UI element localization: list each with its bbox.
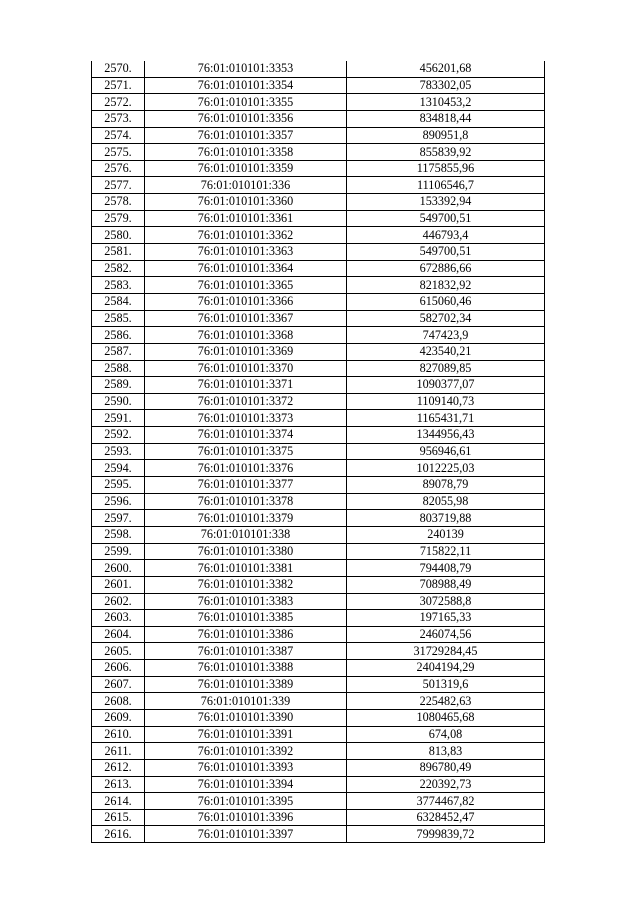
- table-row: [92, 526, 545, 543]
- row-number-cell: 2606.: [92, 660, 145, 677]
- value-cell: 834818,44: [347, 110, 545, 127]
- value-cell: 225482,63: [347, 693, 545, 710]
- cadastral-number-cell: 76:01:010101:336: [145, 177, 347, 194]
- value-cell: 855839,92: [347, 144, 545, 161]
- cadastral-number-cell: 76:01:010101:3353: [145, 61, 347, 77]
- row-number-cell: 2585.: [92, 310, 145, 327]
- value-cell: 1175855,96: [347, 160, 545, 177]
- cadastral-number-cell: 76:01:010101:3375: [145, 443, 347, 460]
- row-number-cell: 2612.: [92, 759, 145, 776]
- cadastral-number-cell: 76:01:010101:3393: [145, 759, 347, 776]
- cadastral-value-table: [91, 61, 545, 843]
- cadastral-number-cell: 76:01:010101:339: [145, 693, 347, 710]
- value-cell: 240139: [347, 526, 545, 543]
- cadastral-number-cell: 76:01:010101:3389: [145, 676, 347, 693]
- table-row: [92, 826, 545, 843]
- cadastral-number-cell: 76:01:010101:3379: [145, 510, 347, 527]
- row-number-cell: 2592.: [92, 427, 145, 444]
- value-cell: 1165431,71: [347, 410, 545, 427]
- row-number-cell: 2595.: [92, 477, 145, 494]
- value-cell: 890951,8: [347, 127, 545, 144]
- cadastral-number-cell: 76:01:010101:3388: [145, 660, 347, 677]
- value-cell: 6328452,47: [347, 809, 545, 826]
- row-number-cell: 2575.: [92, 144, 145, 161]
- row-number-cell: 2572.: [92, 94, 145, 111]
- cadastral-number-cell: 76:01:010101:3361: [145, 210, 347, 227]
- cadastral-number-cell: 76:01:010101:3362: [145, 227, 347, 244]
- row-number-cell: 2610.: [92, 726, 145, 743]
- value-cell: 956946,61: [347, 443, 545, 460]
- table-row: [92, 244, 545, 261]
- value-cell: 615060,46: [347, 293, 545, 310]
- row-number-cell: 2578.: [92, 194, 145, 211]
- cadastral-number-cell: 76:01:010101:3383: [145, 593, 347, 610]
- cadastral-number-cell: 76:01:010101:3397: [145, 826, 347, 843]
- table-row: [92, 127, 545, 144]
- table-row: [92, 759, 545, 776]
- cadastral-number-cell: 76:01:010101:3371: [145, 377, 347, 394]
- table-row: [92, 709, 545, 726]
- row-number-cell: 2590.: [92, 393, 145, 410]
- value-cell: 783302,05: [347, 77, 545, 94]
- table-row: [92, 393, 545, 410]
- cadastral-number-cell: 76:01:010101:3390: [145, 709, 347, 726]
- cadastral-number-cell: 76:01:010101:3354: [145, 77, 347, 94]
- table-row: [92, 177, 545, 194]
- value-cell: 153392,94: [347, 194, 545, 211]
- row-number-cell: 2589.: [92, 377, 145, 394]
- value-cell: 7999839,72: [347, 826, 545, 843]
- table-row: [92, 260, 545, 277]
- cadastral-number-cell: 76:01:010101:3358: [145, 144, 347, 161]
- row-number-cell: 2573.: [92, 110, 145, 127]
- row-number-cell: 2609.: [92, 709, 145, 726]
- value-cell: 220392,73: [347, 776, 545, 793]
- cadastral-number-cell: 76:01:010101:3387: [145, 643, 347, 660]
- value-cell: 82055,98: [347, 493, 545, 510]
- table-row: [92, 293, 545, 310]
- cadastral-number-cell: 76:01:010101:3355: [145, 94, 347, 111]
- row-number-cell: 2577.: [92, 177, 145, 194]
- row-number-cell: 2587.: [92, 343, 145, 360]
- cadastral-number-cell: 76:01:010101:3356: [145, 110, 347, 127]
- value-cell: 747423,9: [347, 327, 545, 344]
- table-row: [92, 809, 545, 826]
- value-cell: 423540,21: [347, 343, 545, 360]
- cadastral-number-cell: 76:01:010101:3386: [145, 626, 347, 643]
- table-row: [92, 160, 545, 177]
- cadastral-number-cell: 76:01:010101:3391: [145, 726, 347, 743]
- table-row: [92, 576, 545, 593]
- row-number-cell: 2581.: [92, 244, 145, 261]
- cadastral-number-cell: 76:01:010101:3357: [145, 127, 347, 144]
- value-cell: 2404194,29: [347, 660, 545, 677]
- cadastral-number-cell: 76:01:010101:3372: [145, 393, 347, 410]
- row-number-cell: 2603.: [92, 610, 145, 627]
- row-number-cell: 2599.: [92, 543, 145, 560]
- row-number-cell: 2600.: [92, 560, 145, 577]
- cadastral-number-cell: 76:01:010101:3364: [145, 260, 347, 277]
- value-cell: 549700,51: [347, 244, 545, 261]
- value-cell: 1344956,43: [347, 427, 545, 444]
- cadastral-number-cell: 76:01:010101:3382: [145, 576, 347, 593]
- table-row: [92, 144, 545, 161]
- cadastral-number-cell: 76:01:010101:3363: [145, 244, 347, 261]
- row-number-cell: 2576.: [92, 160, 145, 177]
- row-number-cell: 2574.: [92, 127, 145, 144]
- cadastral-number-cell: 76:01:010101:3366: [145, 293, 347, 310]
- table-row: [92, 61, 545, 77]
- cadastral-number-cell: 76:01:010101:3370: [145, 360, 347, 377]
- table-row: [92, 327, 545, 344]
- value-cell: 31729284,45: [347, 643, 545, 660]
- cadastral-number-cell: 76:01:010101:3359: [145, 160, 347, 177]
- value-cell: 896780,49: [347, 759, 545, 776]
- cadastral-number-cell: 76:01:010101:3396: [145, 809, 347, 826]
- table-row: [92, 443, 545, 460]
- table-row: [92, 310, 545, 327]
- cadastral-number-cell: 76:01:010101:3369: [145, 343, 347, 360]
- value-cell: 1109140,73: [347, 393, 545, 410]
- row-number-cell: 2571.: [92, 77, 145, 94]
- value-cell: 1080465,68: [347, 709, 545, 726]
- cadastral-number-cell: 76:01:010101:3380: [145, 543, 347, 560]
- value-cell: 803719,88: [347, 510, 545, 527]
- table-row: [92, 676, 545, 693]
- value-cell: 197165,33: [347, 610, 545, 627]
- row-number-cell: 2604.: [92, 626, 145, 643]
- cadastral-number-cell: 76:01:010101:3368: [145, 327, 347, 344]
- table-row: [92, 277, 545, 294]
- cadastral-number-cell: 76:01:010101:3367: [145, 310, 347, 327]
- row-number-cell: 2582.: [92, 260, 145, 277]
- table-row: [92, 94, 545, 111]
- value-cell: 1012225,03: [347, 460, 545, 477]
- table-row: [92, 227, 545, 244]
- table-row: [92, 543, 545, 560]
- table-row: [92, 776, 545, 793]
- value-cell: 672886,66: [347, 260, 545, 277]
- row-number-cell: 2601.: [92, 576, 145, 593]
- row-number-cell: 2615.: [92, 809, 145, 826]
- row-number-cell: 2597.: [92, 510, 145, 527]
- row-number-cell: 2605.: [92, 643, 145, 660]
- row-number-cell: 2608.: [92, 693, 145, 710]
- value-cell: 821832,92: [347, 277, 545, 294]
- value-cell: 501319,6: [347, 676, 545, 693]
- table-row: [92, 377, 545, 394]
- table-row: [92, 593, 545, 610]
- table-row: [92, 110, 545, 127]
- value-cell: 827089,85: [347, 360, 545, 377]
- cadastral-number-cell: 76:01:010101:3381: [145, 560, 347, 577]
- cadastral-number-cell: 76:01:010101:3377: [145, 477, 347, 494]
- table-row: [92, 343, 545, 360]
- value-cell: 89078,79: [347, 477, 545, 494]
- row-number-cell: 2591.: [92, 410, 145, 427]
- row-number-cell: 2611.: [92, 743, 145, 760]
- row-number-cell: 2588.: [92, 360, 145, 377]
- value-cell: 11106546,7: [347, 177, 545, 194]
- row-number-cell: 2598.: [92, 526, 145, 543]
- table-row: [92, 793, 545, 810]
- table-row: [92, 693, 545, 710]
- table-row: [92, 360, 545, 377]
- row-number-cell: 2594.: [92, 460, 145, 477]
- value-cell: 456201,68: [347, 61, 545, 77]
- cadastral-number-cell: 76:01:010101:3374: [145, 427, 347, 444]
- table-row: [92, 194, 545, 211]
- row-number-cell: 2583.: [92, 277, 145, 294]
- table-row: [92, 477, 545, 494]
- cadastral-number-cell: 76:01:010101:3378: [145, 493, 347, 510]
- value-cell: 674,08: [347, 726, 545, 743]
- value-cell: 3774467,82: [347, 793, 545, 810]
- table-row: [92, 626, 545, 643]
- row-number-cell: 2570.: [92, 61, 145, 77]
- cadastral-number-cell: 76:01:010101:3373: [145, 410, 347, 427]
- table-row: [92, 643, 545, 660]
- row-number-cell: 2580.: [92, 227, 145, 244]
- value-cell: 582702,34: [347, 310, 545, 327]
- row-number-cell: 2584.: [92, 293, 145, 310]
- row-number-cell: 2607.: [92, 676, 145, 693]
- value-cell: 3072588,8: [347, 593, 545, 610]
- value-cell: 549700,51: [347, 210, 545, 227]
- row-number-cell: 2593.: [92, 443, 145, 460]
- value-cell: 1310453,2: [347, 94, 545, 111]
- table-body: [92, 61, 545, 843]
- table-row: [92, 743, 545, 760]
- table-row: [92, 410, 545, 427]
- row-number-cell: 2616.: [92, 826, 145, 843]
- cadastral-number-cell: 76:01:010101:3392: [145, 743, 347, 760]
- table-row: [92, 660, 545, 677]
- table-row: [92, 210, 545, 227]
- cadastral-number-cell: 76:01:010101:3360: [145, 194, 347, 211]
- value-cell: 246074,56: [347, 626, 545, 643]
- table-row: [92, 560, 545, 577]
- table-row: [92, 510, 545, 527]
- value-cell: 813,83: [347, 743, 545, 760]
- row-number-cell: 2596.: [92, 493, 145, 510]
- cadastral-number-cell: 76:01:010101:3395: [145, 793, 347, 810]
- value-cell: 1090377,07: [347, 377, 545, 394]
- value-cell: 794408,79: [347, 560, 545, 577]
- row-number-cell: 2586.: [92, 327, 145, 344]
- table-row: [92, 610, 545, 627]
- table-row: [92, 427, 545, 444]
- table-row: [92, 77, 545, 94]
- table-row: [92, 493, 545, 510]
- cadastral-number-cell: 76:01:010101:338: [145, 526, 347, 543]
- row-number-cell: 2614.: [92, 793, 145, 810]
- row-number-cell: 2613.: [92, 776, 145, 793]
- cadastral-number-cell: 76:01:010101:3376: [145, 460, 347, 477]
- value-cell: 708988,49: [347, 576, 545, 593]
- table-row: [92, 726, 545, 743]
- row-number-cell: 2602.: [92, 593, 145, 610]
- cadastral-number-cell: 76:01:010101:3365: [145, 277, 347, 294]
- table-row: [92, 460, 545, 477]
- value-cell: 446793,4: [347, 227, 545, 244]
- value-cell: 715822,11: [347, 543, 545, 560]
- cadastral-number-cell: 76:01:010101:3394: [145, 776, 347, 793]
- row-number-cell: 2579.: [92, 210, 145, 227]
- cadastral-number-cell: 76:01:010101:3385: [145, 610, 347, 627]
